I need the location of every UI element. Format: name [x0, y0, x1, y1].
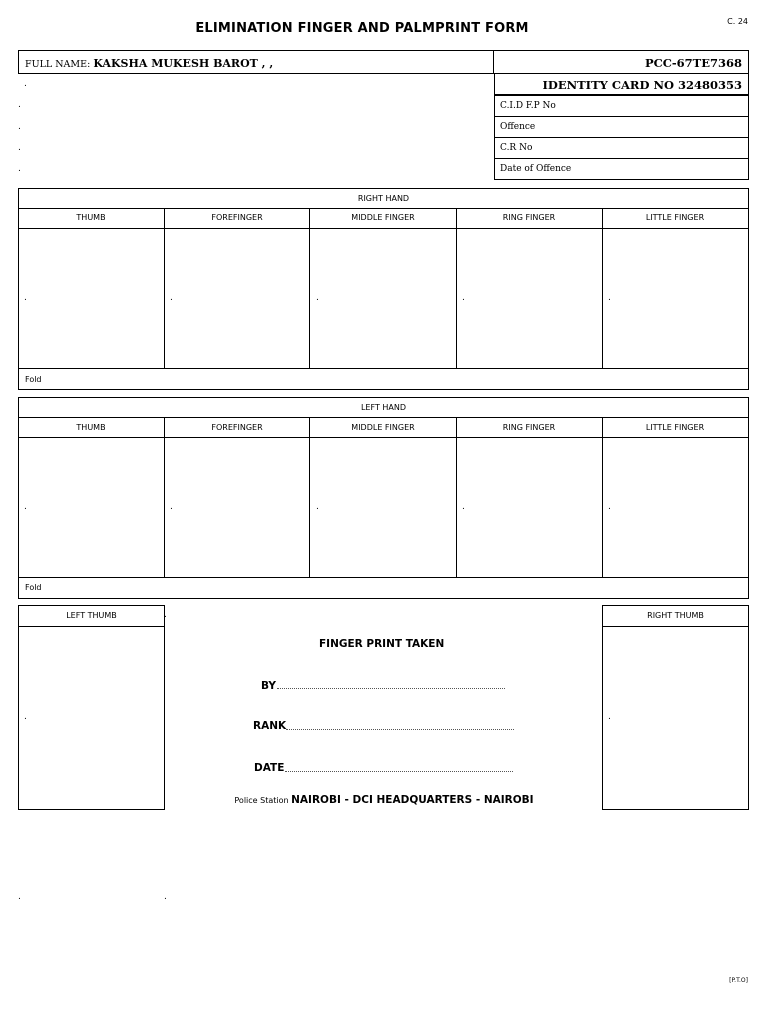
date-line[interactable] [285, 771, 513, 772]
dot-marker: . [164, 610, 167, 620]
dot-marker: . [316, 502, 319, 512]
full-name-field [18, 50, 494, 74]
pcc-number: PCC-67TE7368 [644, 56, 742, 70]
left-middle-finger-header: MIDDLE FINGER [351, 423, 415, 432]
right-ring-finger-header: RING FINGER [502, 213, 556, 222]
rank-line[interactable] [286, 729, 514, 730]
right-hand-title: RIGHT HAND [357, 194, 410, 203]
finger-print-taken-heading: FINGER PRINT TAKEN [319, 638, 445, 650]
taken-by-label: BY [261, 680, 277, 692]
dot-marker: . [608, 712, 611, 722]
offence-field [494, 116, 749, 138]
left-little-finger-header: LITTLE FINGER [645, 423, 705, 432]
cid-fp-label: C.I.D F.P No [500, 101, 556, 111]
right-little-finger-header: LITTLE FINGER [645, 213, 705, 222]
date-of-offence-field [494, 158, 749, 180]
dot-marker: . [170, 502, 173, 512]
left-thumb-header: THUMB [76, 423, 106, 432]
dot-marker: . [170, 293, 173, 303]
form-code: C. 24 [727, 17, 748, 26]
rank-label: RANK [253, 720, 287, 732]
left-thumb-box [18, 605, 165, 810]
cid-fp-field [494, 95, 749, 117]
dot-marker: . [18, 122, 21, 132]
dot-marker: . [24, 502, 27, 512]
right-thumb-header: THUMB [76, 213, 106, 222]
dot-marker: . [24, 79, 27, 89]
dot-marker: . [316, 293, 319, 303]
right-thumb-box [602, 605, 749, 810]
pcc-number-field [493, 50, 749, 74]
left-thumb-label: LEFT THUMB [66, 611, 117, 620]
left-hand-title: LEFT HAND [360, 403, 407, 412]
left-ring-finger-header: RING FINGER [502, 423, 556, 432]
full-name-label: FULL NAME: [25, 59, 91, 70]
dot-marker: . [164, 892, 167, 902]
cr-no-label: C.R No [500, 143, 533, 153]
identity-card-number: IDENTITY CARD NO 32480353 [542, 78, 742, 92]
dot-marker: . [18, 100, 21, 110]
date-of-offence-label: Date of Offence [500, 164, 572, 174]
offence-label: Offence [500, 122, 536, 132]
dot-marker: . [18, 164, 21, 174]
dot-marker: . [24, 293, 27, 303]
dot-marker: . [18, 892, 21, 902]
dot-marker: . [608, 293, 611, 303]
police-station [0, 794, 768, 806]
dot-marker: . [608, 502, 611, 512]
taken-by-line[interactable] [277, 688, 505, 689]
right-forefinger-header: FOREFINGER [211, 213, 263, 222]
cr-no-field [494, 137, 749, 159]
date-label: DATE [254, 762, 285, 774]
identity-card-field [494, 73, 749, 95]
left-hand-fold-label: Fold [25, 583, 42, 592]
right-hand-fold-label: Fold [25, 375, 42, 384]
dot-marker: . [18, 143, 21, 153]
pto-note: [P.T.O] [729, 977, 748, 984]
police-station-label: Police Station [234, 796, 289, 805]
dot-marker: . [462, 502, 465, 512]
dot-marker: . [462, 293, 465, 303]
form-title: ELIMINATION FINGER AND PALMPRINT FORM [195, 21, 529, 36]
right-thumb-label: RIGHT THUMB [647, 611, 704, 620]
police-station-value: NAIROBI - DCI HEADQUARTERS - NAIROBI [291, 794, 534, 806]
full-name-value: KAKSHA MUKESH BAROT , , [93, 57, 274, 70]
right-middle-finger-header: MIDDLE FINGER [351, 213, 415, 222]
left-forefinger-header: FOREFINGER [211, 423, 263, 432]
dot-marker: . [24, 712, 27, 722]
